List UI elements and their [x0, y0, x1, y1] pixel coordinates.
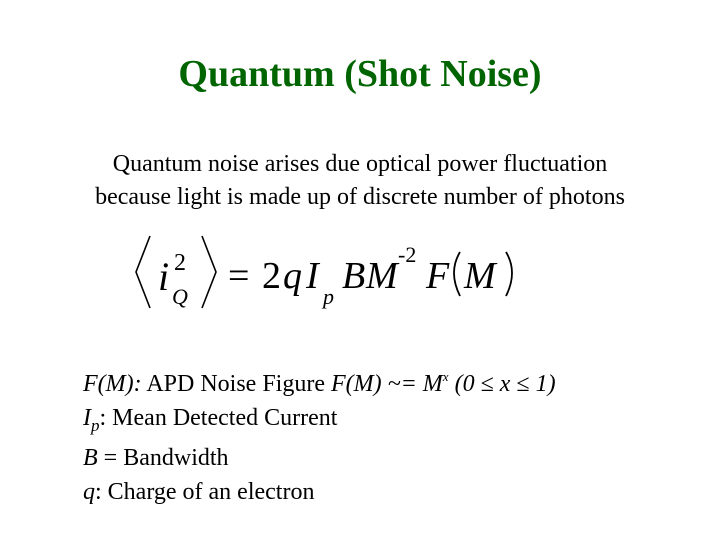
eq-bandwidth: B [342, 255, 366, 297]
def-fm-term: F(M): [83, 371, 142, 397]
def-fm-approx-op: ~= M [381, 371, 443, 397]
def-fm-approx-lhs: F(M) [330, 371, 382, 397]
eq-lhs-var: i [158, 254, 170, 299]
def-bandwidth [83, 442, 683, 476]
eq-gain: M [366, 255, 398, 297]
def-b-term: B [83, 445, 98, 471]
right-angle-bracket [202, 236, 216, 308]
def-q-text: : Charge of an electron [95, 478, 315, 505]
def-ip-term: I [83, 404, 91, 431]
shot-noise-equation [130, 232, 550, 312]
intro-line-2: because light is made up of discrete number of photons [95, 184, 625, 210]
def-charge [83, 476, 683, 510]
def-fm-range: (0 ≤ x ≤ 1) [448, 371, 556, 397]
def-ip-text: : Mean Detected Current [99, 404, 338, 431]
eq-current-sub: p [323, 284, 334, 309]
intro-text [40, 148, 680, 214]
slide-title: Quantum (Shot Noise) [178, 53, 542, 95]
eq-noise-figure: F [426, 255, 450, 297]
eq-right-paren [506, 252, 512, 296]
eq-lhs-sup: 2 [174, 250, 186, 276]
eq-lhs-sub: Q [172, 284, 188, 309]
def-q-term: q [83, 478, 95, 505]
def-ip-sub: p [91, 415, 100, 435]
eq-arg: M [464, 255, 496, 297]
def-b-text: = Bandwidth [97, 445, 229, 471]
def-fm-text: APD Noise Figure [141, 371, 331, 397]
eq-equals: = [228, 255, 250, 297]
def-fm-exp: x [442, 369, 449, 384]
eq-gain-exp: -2 [398, 242, 417, 267]
definitions-list [83, 360, 683, 509]
eq-coef: 2 [262, 255, 281, 297]
eq-left-paren [454, 252, 460, 296]
intro-line-1: Quantum noise arises due optical power fluctuation [112, 151, 608, 177]
def-noise-figure [83, 360, 683, 402]
left-angle-bracket [136, 236, 150, 308]
eq-current: I [306, 255, 319, 297]
eq-q: q [283, 255, 302, 297]
def-mean-current [83, 402, 683, 443]
